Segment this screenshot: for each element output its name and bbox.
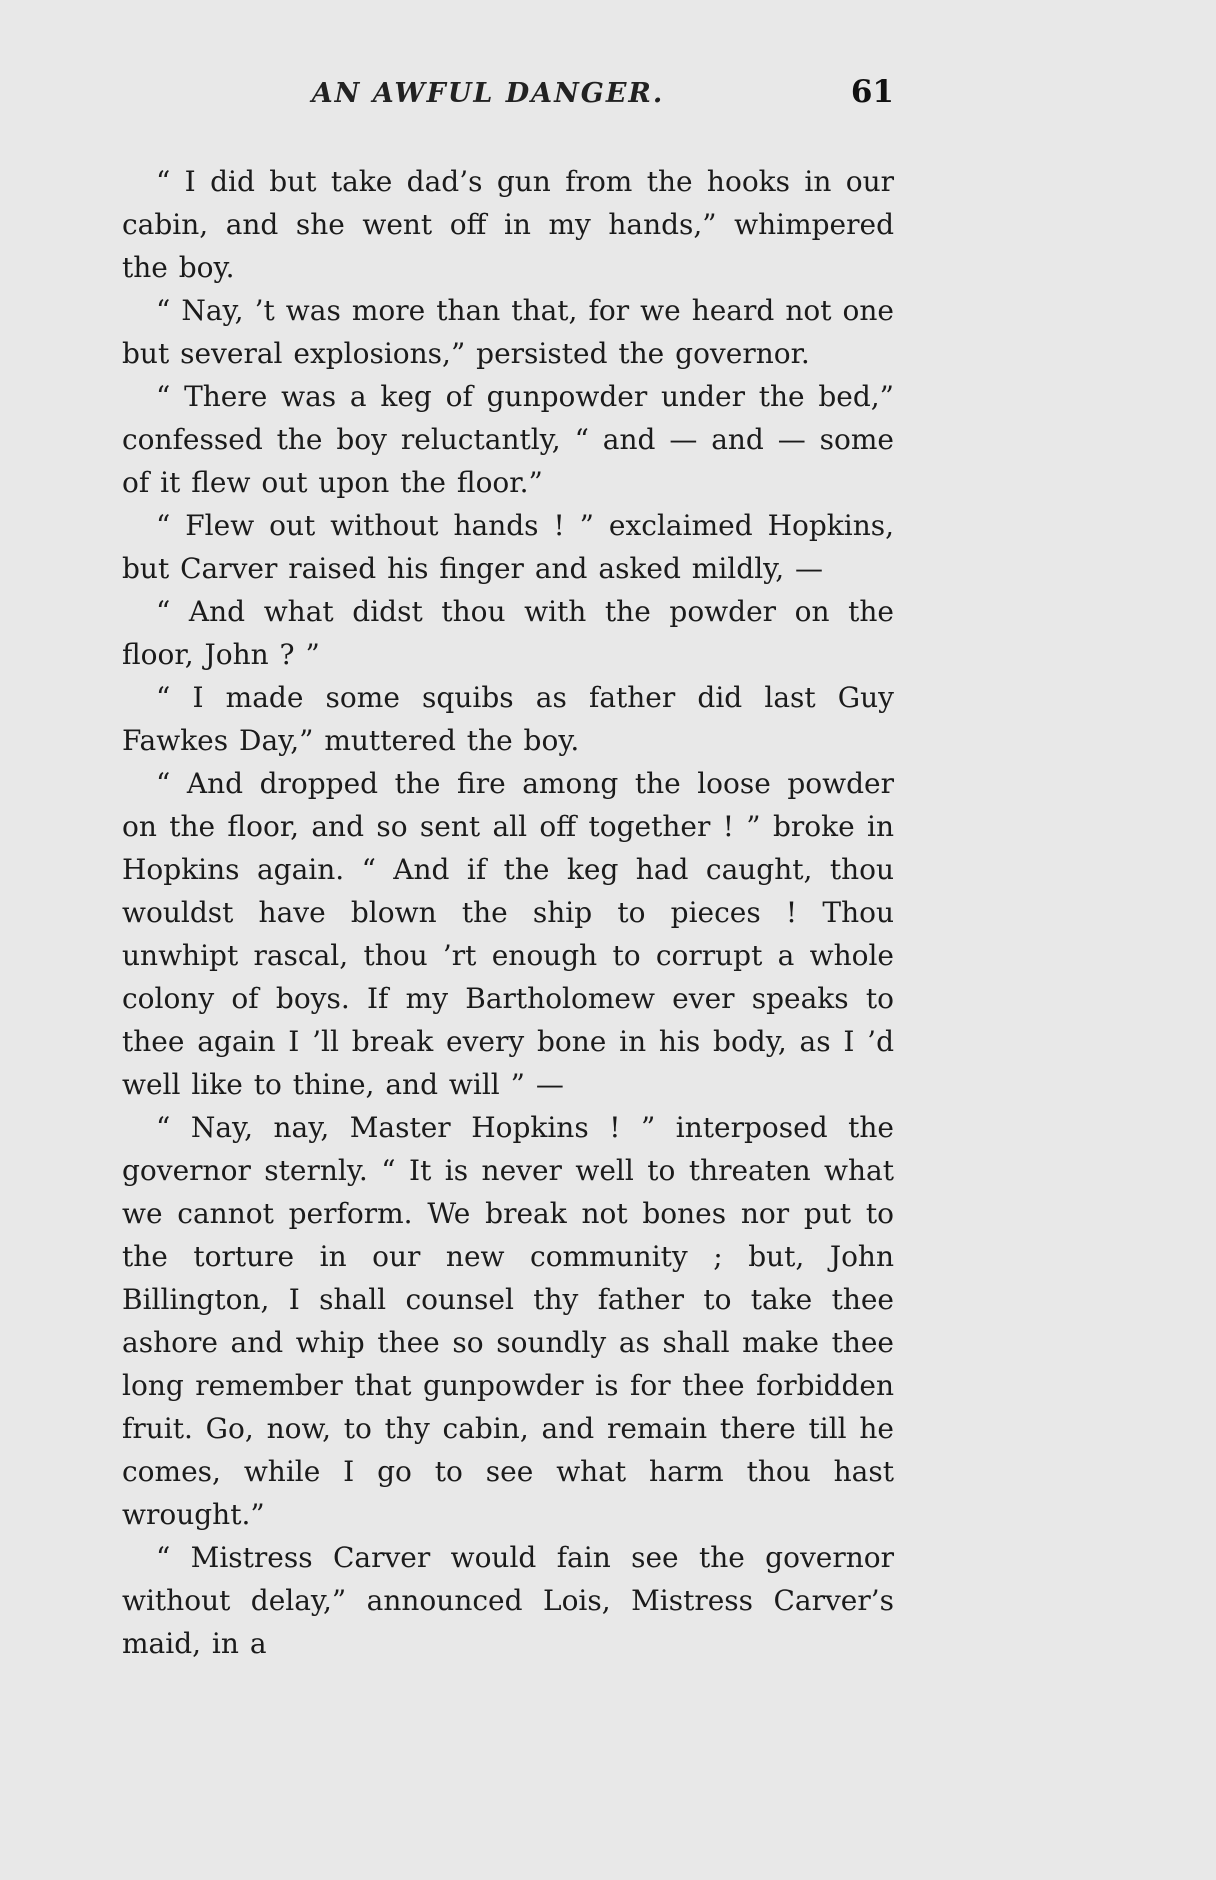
paragraph: “ Flew out without hands ! ” exclaimed Hopkins, but Carver raised his finger and asked mildly, —: [122, 509, 894, 585]
page-header: [122, 74, 894, 118]
paragraph: “ Nay, ’t was more than that, for we heard not one but several explosions,” persisted the governor.: [122, 294, 894, 370]
paragraph: “ And what didst thou with the powder on the floor, John ? ”: [122, 595, 894, 671]
text-column: [122, 74, 894, 1665]
paragraph: “ There was a keg of gunpowder under the bed,” confessed the boy reluctantly, “ and — and — some of it flew out upon the floor.”: [122, 380, 894, 499]
page-number: 61: [850, 74, 894, 110]
paragraph: “ And dropped the fire among the loose powder on the floor, and so sent all off together ! ” broke in Hopkins again. “ And if the keg had caught, thou wouldst have blown the ship to pieces ! Thou unwhipt rascal, thou ’rt enough to corrupt a whole colony of boys. If my Bartholomew ever speaks to thee again I ’ll break every bone in his body, as I ’d well like to thine, and will ” —: [122, 767, 894, 1101]
paragraph: “ Mistress Carver would fain see the governor without delay,” announced Lois, Mistress Carver’s maid, in a: [122, 1541, 894, 1660]
paragraph: “ Nay, nay, Master Hopkins ! ” interposed the governor sternly. “ It is never well to threaten what we cannot perform. We break not bones nor put to the torture in our new community ; but, John Billington, I shall counsel thy father to take thee ashore and whip thee so soundly as shall make thee long remember that gunpowder is for thee forbidden fruit. Go, now, to thy cabin, and remain there till he comes, while I go to see what harm thou hast wrought.”: [122, 1111, 894, 1531]
page-body: [122, 160, 894, 1665]
running-title: AN AWFUL DANGER.: [311, 78, 665, 109]
paragraph: “ I made some squibs as father did last Guy Fawkes Day,” muttered the boy.: [122, 681, 894, 757]
paragraph: “ I did but take dad’s gun from the hooks in our cabin, and she went off in my hands,” whimpered the boy.: [122, 165, 894, 284]
